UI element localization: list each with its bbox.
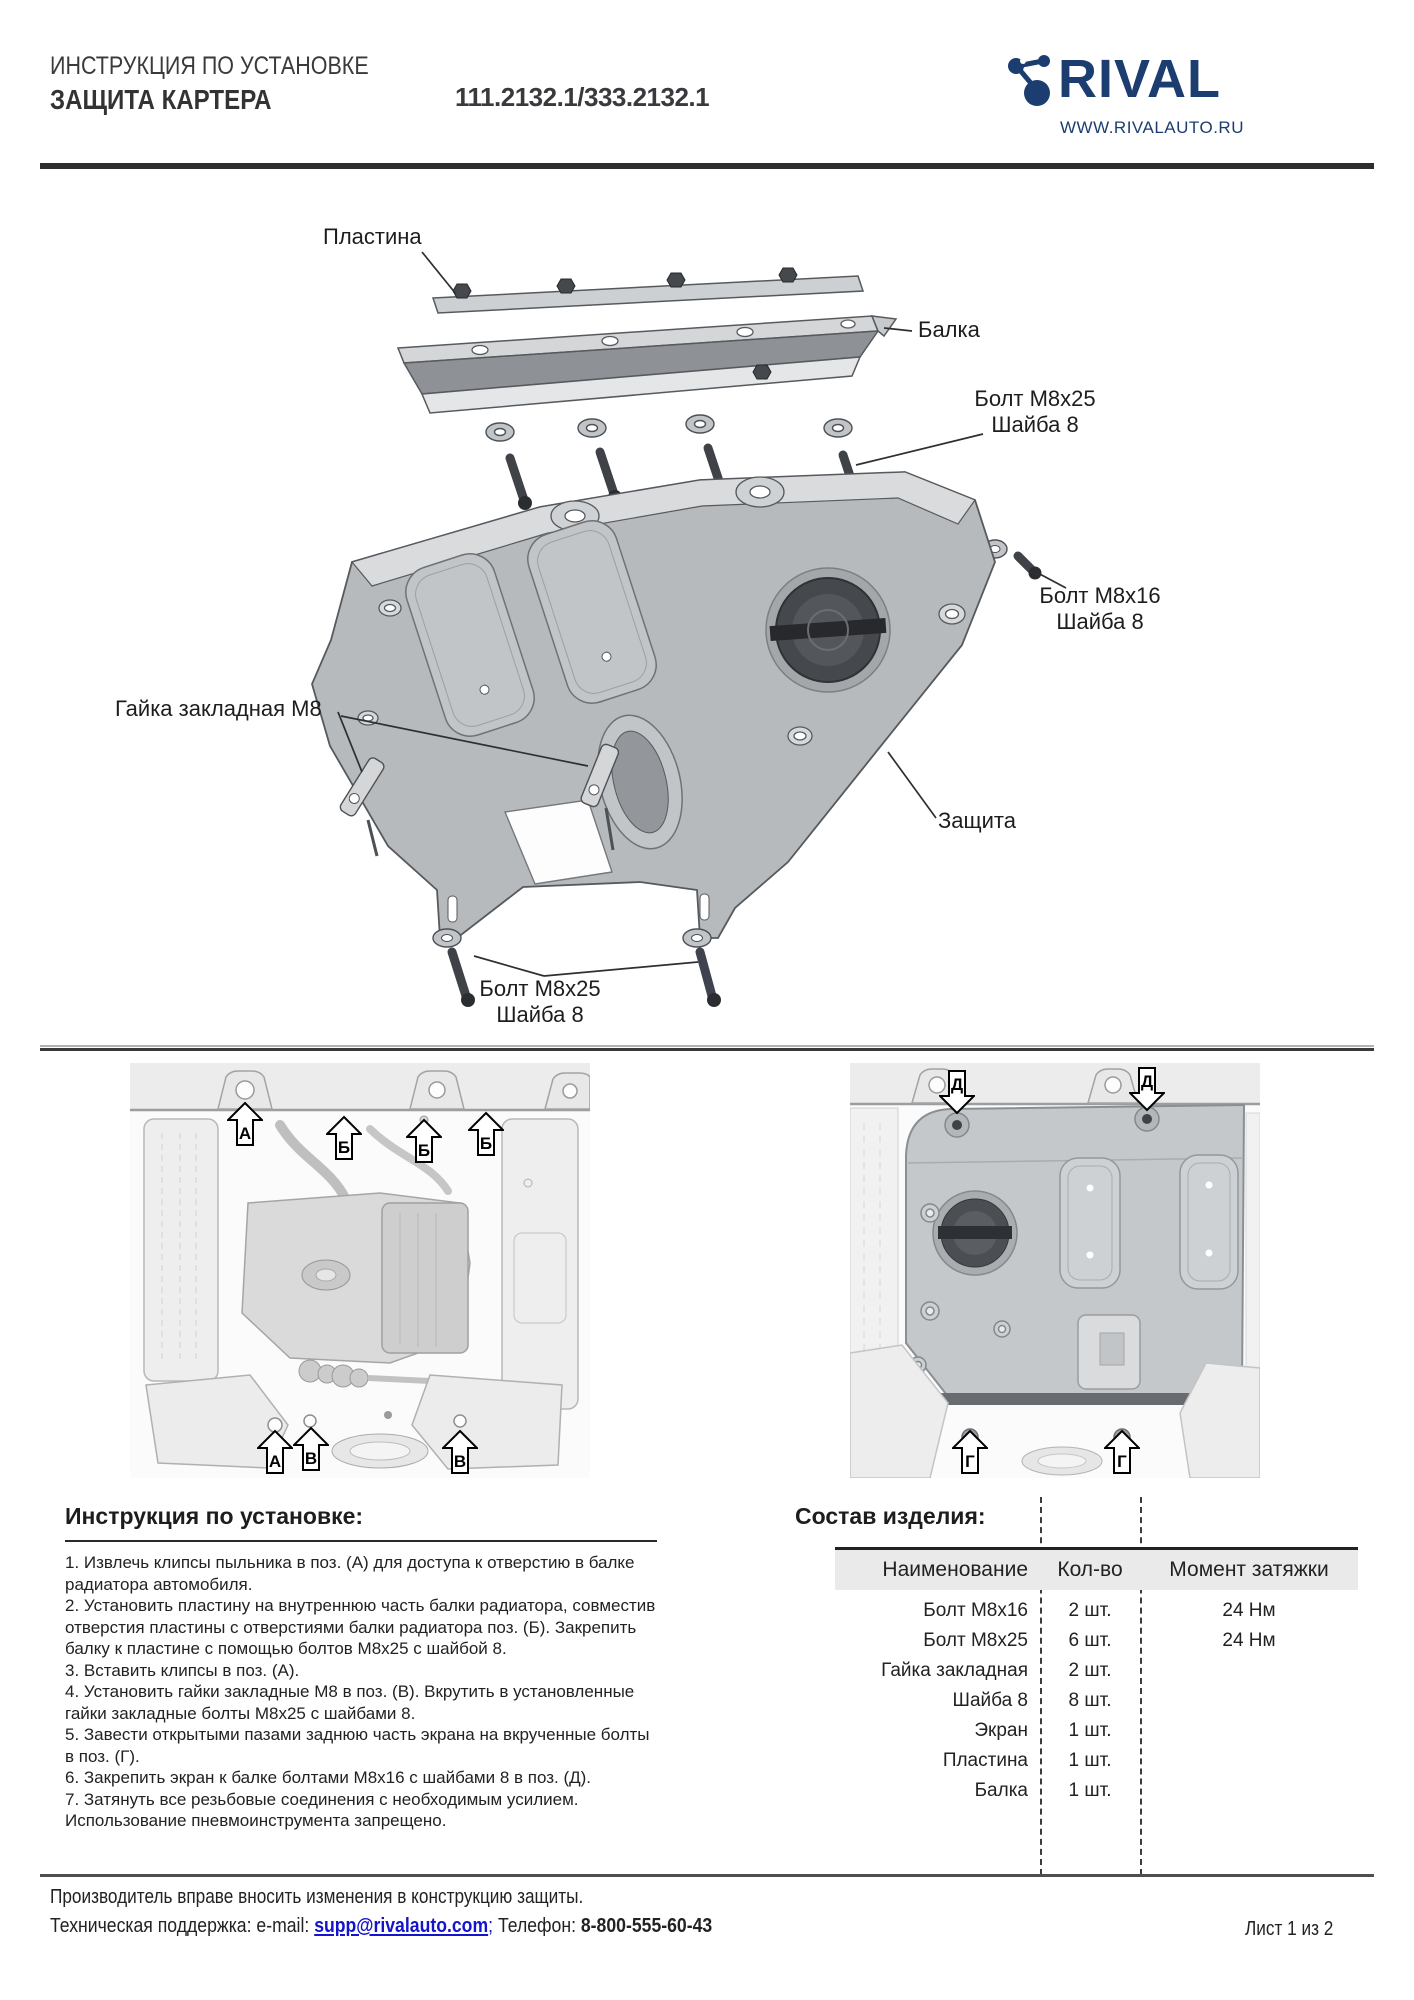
position-marker-V [442, 1429, 478, 1475]
part-number: 111.2132.1/333.2132.1 [455, 82, 710, 112]
step-5: 5. Завести открытыми пазами заднюю часть экрана на вкрученные болты в поз. (Г). [65, 1725, 650, 1766]
step-3: 3. Вставить клипсы в поз. (А). [65, 1660, 300, 1680]
phone-label: Телефон: [497, 1914, 581, 1937]
table-row: Экран 1 шт. [974, 1720, 1112, 1741]
label-plate: Пластина [323, 224, 422, 249]
position-marker-B [468, 1111, 504, 1157]
svg-text:Б: Б [337, 1138, 351, 1157]
label-bolt-m8x16: Болт М8х16 Шайба 8 [1039, 583, 1161, 634]
instructions-steps [65, 1552, 663, 1832]
column-name: Наименование [882, 1558, 1028, 1581]
svg-text:Д: Д [950, 1075, 964, 1094]
position-marker-B [326, 1115, 362, 1161]
table-row: Шайба 8 8 шт. [952, 1690, 1112, 1711]
svg-text:А: А [268, 1452, 282, 1471]
photo-underbody-positions [130, 1063, 590, 1478]
instructions-title: Инструкция по установке: [65, 1503, 364, 1529]
step-2: 2. Установить пластину на внутреннюю часть балки радиатора, совместив отверстия пластины с отверстиями балки радиатора поз. (Б). Закрепить балку к пластине с помощью болтов М8х25 с шайбой 8. [65, 1596, 656, 1658]
column-torque: Момент затяжки [1169, 1558, 1329, 1581]
svg-text:Г: Г [965, 1452, 975, 1471]
table-row: Гайка закладная 2 шт. [881, 1660, 1112, 1681]
table-row: Пластина 1 шт. [942, 1750, 1112, 1771]
position-marker-B [406, 1118, 442, 1164]
position-marker-A [227, 1101, 263, 1147]
column-qty: Кол-во [1057, 1558, 1123, 1581]
photo-installed-guard [850, 1063, 1260, 1478]
svg-text:Б: Б [417, 1141, 431, 1160]
footer-rule [40, 1874, 1374, 1877]
product-title: ЗАЩИТА КАРТЕРА [50, 84, 272, 115]
step-1: 1. Извлечь клипсы пыльника в поз. (А) для доступа к отверстию в балке радиатора автомобиля. [65, 1553, 635, 1594]
parts-title: Состав изделия: [795, 1503, 986, 1529]
svg-text:В: В [453, 1452, 467, 1471]
footer-support [50, 1914, 820, 1938]
rival-wordmark: RIVAL [1058, 49, 1221, 109]
support-label: Техническая поддержка: e-mail: [50, 1914, 315, 1937]
instructions-rule [65, 1540, 657, 1542]
parts-table-header [835, 1547, 1358, 1590]
step-6: 6. Закрепить экран к балке болтами М8х16 с шайбами 8 в поз. (Д). [65, 1768, 592, 1787]
position-marker-D [1129, 1066, 1165, 1112]
label-bolt-m8x25-top: Болт М8х25 Шайба 8 [974, 386, 1096, 437]
phone-number: 8-800-555-60-43 [580, 1914, 713, 1937]
label-beam: Балка [918, 317, 980, 342]
table-row: Балка 1 шт. [974, 1780, 1112, 1801]
separator: ; [488, 1914, 498, 1937]
table-row: Болт М8х25 6 шт. 24 Нм [923, 1630, 1276, 1651]
position-marker-G [1104, 1429, 1140, 1475]
position-marker-A [257, 1429, 293, 1475]
page-indicator: Лист 1 из 2 [1245, 1918, 1334, 1940]
svg-text:В: В [304, 1449, 318, 1468]
svg-text:А: А [238, 1124, 252, 1143]
step-4: 4. Установить гайки закладные М8 в поз. (В). Вкрутить в установленные гайки закладные болты М8х25 с шайбами 8. [65, 1682, 635, 1723]
position-marker-V [293, 1426, 329, 1472]
parts-table-rows [835, 1596, 1358, 1806]
table-row: Болт М8х16 2 шт. 24 Нм [923, 1600, 1276, 1621]
svg-text:Б: Б [479, 1134, 493, 1153]
label-rivet-nut: Гайка закладная М8 [115, 696, 322, 721]
svg-text:Г: Г [1117, 1452, 1127, 1471]
svg-text:Д: Д [1140, 1072, 1154, 1091]
brand-website: WWW.RIVALAUTO.RU [1060, 118, 1244, 137]
support-email-link[interactable]: supp@rivalauto.com [314, 1914, 489, 1937]
position-marker-G [952, 1429, 988, 1475]
label-guard: Защита [938, 808, 1016, 833]
position-marker-D [939, 1069, 975, 1115]
label-bolt-m8x25-bottom: Болт М8х25 Шайба 8 [479, 976, 601, 1027]
doc-type-title: ИНСТРУКЦИЯ ПО УСТАНОВКЕ [50, 52, 369, 80]
footer-disclaimer: Производитель вправе вносить изменения в конструкцию защиты. [50, 1886, 584, 1908]
step-7: 7. Затянуть все резьбовые соединения с необходимым усилием. Использование пневмоинструмента запрещено. [65, 1789, 579, 1830]
